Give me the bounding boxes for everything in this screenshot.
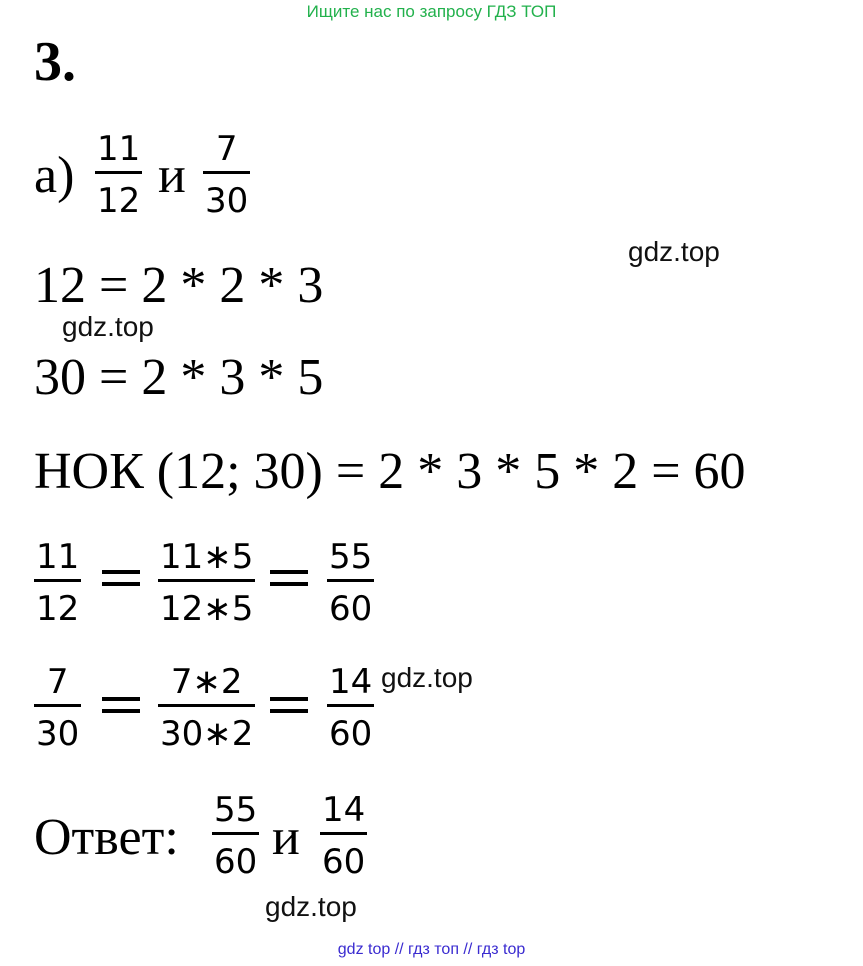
- factorization-30: 30 = 2 * 3 * 5: [34, 349, 324, 406]
- equals-sign: [270, 697, 308, 721]
- fraction-denominator: 30: [205, 181, 249, 221]
- equals-sign: [270, 570, 308, 594]
- watermark: gdz.top: [628, 236, 720, 267]
- watermark: gdz.top: [265, 891, 357, 922]
- fraction-numerator: 55: [329, 537, 373, 577]
- fraction-numerator: 55: [214, 790, 258, 830]
- part-a-label: а): [34, 147, 75, 204]
- fraction-numerator: 7: [46, 662, 69, 702]
- watermark: gdz.top: [62, 311, 154, 342]
- fraction-denominator: 30∗2: [160, 714, 254, 754]
- part-a-fraction-2: [203, 129, 250, 221]
- conv1-fraction-b: [158, 537, 255, 629]
- fraction-denominator: 60: [329, 589, 373, 629]
- bottom-links[interactable]: gdz top // гдз топ // гдз top: [337, 941, 526, 958]
- lcm-line: НОК (12; 30) = 2 * 3 * 5 * 2 = 60: [34, 443, 746, 500]
- conv1-fraction-a: [34, 537, 81, 629]
- task-number: 3.: [34, 31, 76, 93]
- fraction-numerator: 14: [329, 662, 373, 702]
- answer-conjunction: и: [272, 809, 300, 866]
- part-a-fraction-1: [95, 129, 142, 221]
- answer-fraction-2: [320, 790, 367, 882]
- fraction-denominator: 60: [322, 842, 366, 882]
- equals-sign: [102, 570, 140, 594]
- fraction-numerator: 11∗5: [160, 537, 254, 577]
- conv2-fraction-a: [34, 662, 81, 754]
- fraction-denominator: 30: [36, 714, 80, 754]
- fraction-numerator: 11: [97, 129, 141, 169]
- fraction-numerator: 7: [215, 129, 238, 169]
- fraction-numerator: 14: [322, 790, 366, 830]
- fraction-numerator: 7∗2: [170, 662, 243, 702]
- answer-label: Ответ:: [34, 809, 179, 866]
- fraction-denominator: 12∗5: [160, 589, 254, 629]
- top-banner: Ищите нас по запросу ГДЗ ТОП: [306, 2, 557, 21]
- answer-fraction-1: [212, 790, 259, 882]
- fraction-denominator: 60: [214, 842, 258, 882]
- conv2-fraction-b: [158, 662, 255, 754]
- conv2-fraction-c: [327, 662, 374, 754]
- fraction-denominator: 12: [36, 589, 80, 629]
- fraction-denominator: 12: [97, 181, 141, 221]
- part-a-conjunction: и: [158, 147, 186, 204]
- factorization-12: 12 = 2 * 2 * 3: [34, 257, 324, 314]
- equals-sign: [102, 697, 140, 721]
- fraction-denominator: 60: [329, 714, 373, 754]
- conv1-fraction-c: [327, 537, 374, 629]
- watermark: gdz.top: [381, 662, 473, 693]
- fraction-numerator: 11: [36, 537, 80, 577]
